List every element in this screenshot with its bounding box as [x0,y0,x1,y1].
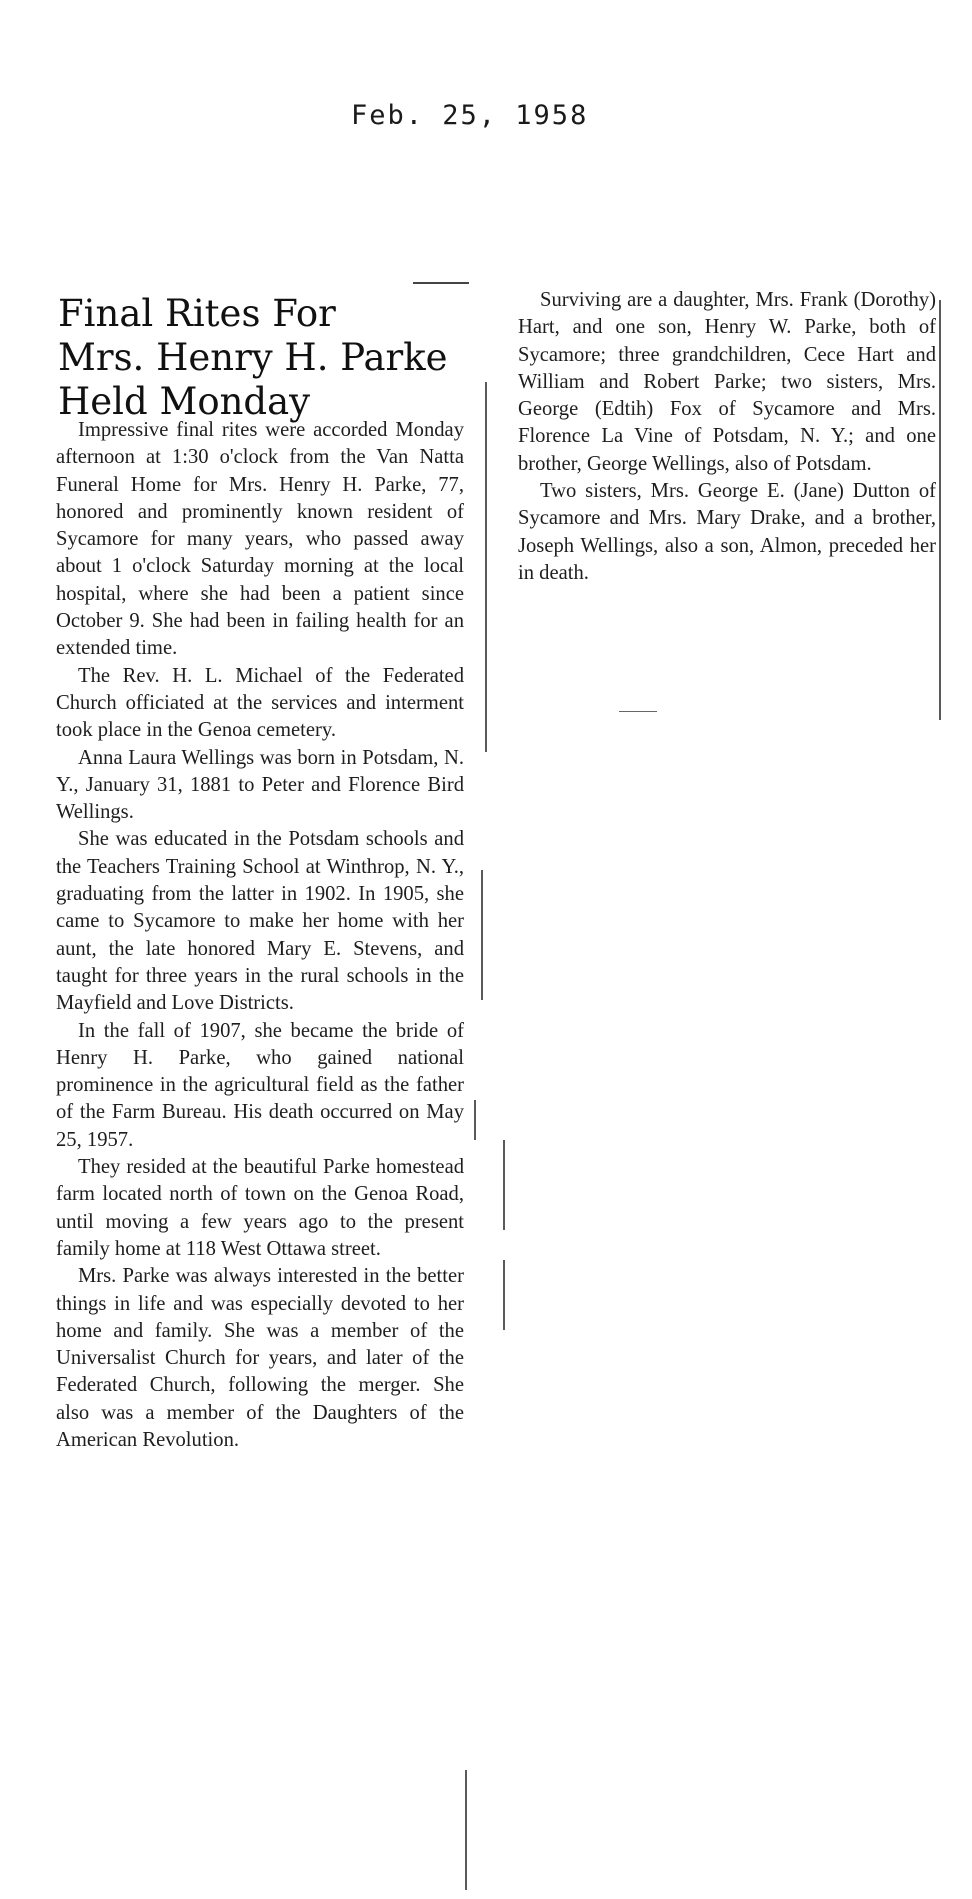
paragraph-education: She was educated in the Potsdam schools and the Teachers Training School at Winthrop, N. Y., graduating from the latter in 1902. In 1905, she came to Sycamore to make her home with her aunt, the late honored Mary E. Stevens, and taught for three years in the rural schools in the Mayfield and Love Districts. [56,828,464,1015]
column-rule [474,1100,476,1140]
column-rule [481,870,483,1000]
column-rule [465,1770,467,1890]
column-rule [503,1140,505,1230]
date-stamp: Feb. 25, 1958 [351,100,589,131]
paragraph-memberships: Mrs. Parke was always interested in the better things in life and was especially devoted to her home and family. She was a member of the Universalist Church for years, and later of the Federated Church, following the merger. She also was a member of the Daughters of the American Revolution. [56,1265,464,1451]
column-rule [939,300,941,720]
paragraph-officiant: The Rev. H. L. Michael of the Federated Church officiated at the services and interment took place in the Genoa cemetery. [56,664,464,742]
paragraph-preceded: Two sisters, Mrs. George E. (Jane) Dutton of Sycamore and Mrs. Mary Drake, and a brother, Joseph Wellings, also a son, Almon, preceded her in death. [518,480,936,584]
paragraph-marriage: In the fall of 1907, she became the bride of Henry H. Parke, who gained national prominence in the agricultural field as the father of the Farm Bureau. His death occurred on May 25, 1957. [56,1019,464,1151]
left-column [56,417,464,1454]
top-rule [413,282,469,284]
right-column [518,287,936,587]
end-rule [619,711,657,712]
column-rule [503,1260,505,1330]
headline-line-2: Mrs. Henry H. Parke [58,336,448,379]
paragraph-residence: They resided at the beautiful Parke homestead farm located north of town on the Genoa Road, until moving a few years ago to the present family home at 118 West Ottawa street. [56,1156,464,1260]
headline [58,292,478,424]
paragraph-survivors: Surviving are a daughter, Mrs. Frank (Dorothy) Hart, and one son, Henry W. Parke, both of Sycamore; three grandchildren, Cece Hart and William and Robert Parke; two sisters, Mrs. George (Edtih) Fox of Sycamore and Mrs. Florence La Vine of Potsdam, N. Y.; and one brother, George Wellings, also of Potsdam. [518,289,936,475]
headline-line-1: Final Rites For [58,292,336,335]
paragraph-services: Impressive final rites were accorded Monday afternoon at 1:30 o'clock from the Van Natta Funeral Home for Mrs. Henry H. Parke, 77, honored and prominently known resident of Sycamore for many years, who passed away about 1 o'clock Saturday morning at the local hospital, where she had been a patient since October 9. She had been in failing health for an extended time. [56,419,464,660]
column-rule [485,382,487,752]
paragraph-birth: Anna Laura Wellings was born in Potsdam, N. Y., January 31, 1881 to Peter and Florence Bird Wellings. [56,746,464,824]
headline-line-3: Held Monday [58,380,311,423]
